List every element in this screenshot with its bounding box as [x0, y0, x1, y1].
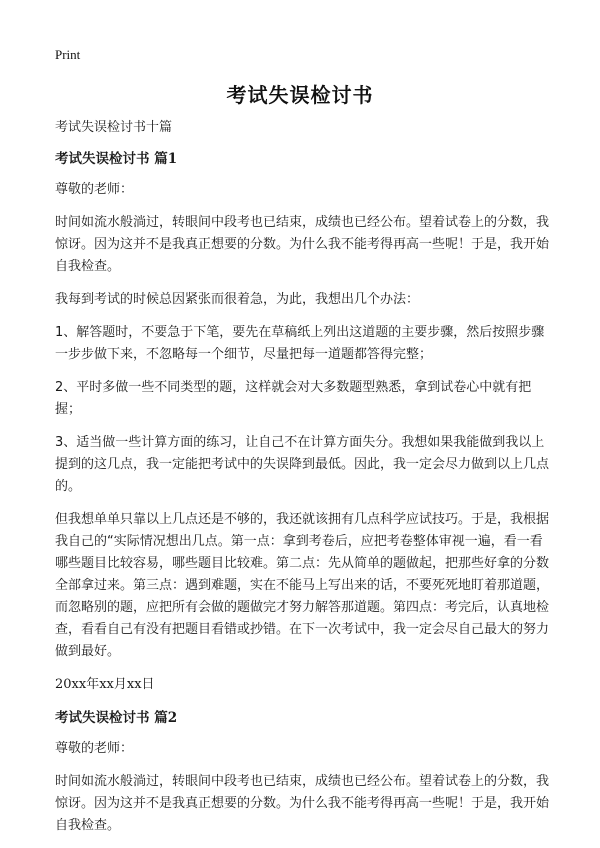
paragraph: 3、适当做一些计算方面的练习，让自己不在计算方面失分。我想如果我能做到我以上提到的这几点，我一定能把考试中的失误降到最低。因此，我一定会尽力做到以上几点的。: [55, 435, 550, 494]
paragraph: 2、平时多做一些不同类型的题，这样就会对大多数题型熟悉，拿到试卷心中就有把握；: [55, 380, 532, 417]
date-line: 20xx年xx月xx日: [55, 677, 155, 692]
paragraph: 我每到考试的时候总因紧张而很着急，为此，我想出几个办法：: [55, 292, 420, 307]
paragraph: 但我想单单只靠以上几点还是不够的，我还就该拥有几点科学应试技巧。于是，我根据我自己的“实际情况想出几点。第一点：拿到考卷后，应把考卷整体审视一遍，看一看哪些题目比较容易，哪些题目比较难。第二点：先从简单的题做起，把那些好拿的分数全部拿过来。第三点：遇到难题，实在不能马上写出来的话，不要死死地盯着那道题，而忽略别的题，应把所有会做的题做完才努力解答那道题。第四点：考完后，认真地检查，看看自己有没有把题目看错或抄错。在下一次考试中，我一定会尽自己最大的努力做到最好。: [55, 512, 550, 659]
document-body: [55, 117, 549, 848]
section-heading-2: 考试失误检讨书 篇2: [55, 710, 178, 726]
document-title: 考试失误检讨书: [226, 83, 374, 107]
greeting: 尊敬的老师：: [55, 741, 134, 756]
paragraph: 1、解答题时，不要急于下笔，要先在草稿纸上列出这道题的主要步骤，然后按照步骤一步步做下来，不忽略每一个细节，尽量把每一道题都答得完整；: [55, 325, 545, 362]
greeting: 尊敬的老师：: [55, 182, 134, 197]
paragraph: 时间如流水般淌过，转眼间中段考也已结束，成绩也已经公布。望着试卷上的分数，我惊讶。因为这并不是我真正想要的分数。为什么我不能考得再高一些呢！于是，我开始自我检查。: [55, 774, 550, 833]
print-link[interactable]: Print: [55, 47, 81, 62]
paragraph: 时间如流水般淌过，转眼间中段考也已结束，成绩也已经公布。望着试卷上的分数，我惊讶。因为这并不是我真正想要的分数。为什么我不能考得再高一些呢！于是，我开始自我检查。: [55, 215, 550, 274]
document-subtitle: 考试失误检讨书十篇: [55, 120, 173, 135]
section-heading-1: 考试失误检讨书 篇1: [55, 151, 178, 167]
